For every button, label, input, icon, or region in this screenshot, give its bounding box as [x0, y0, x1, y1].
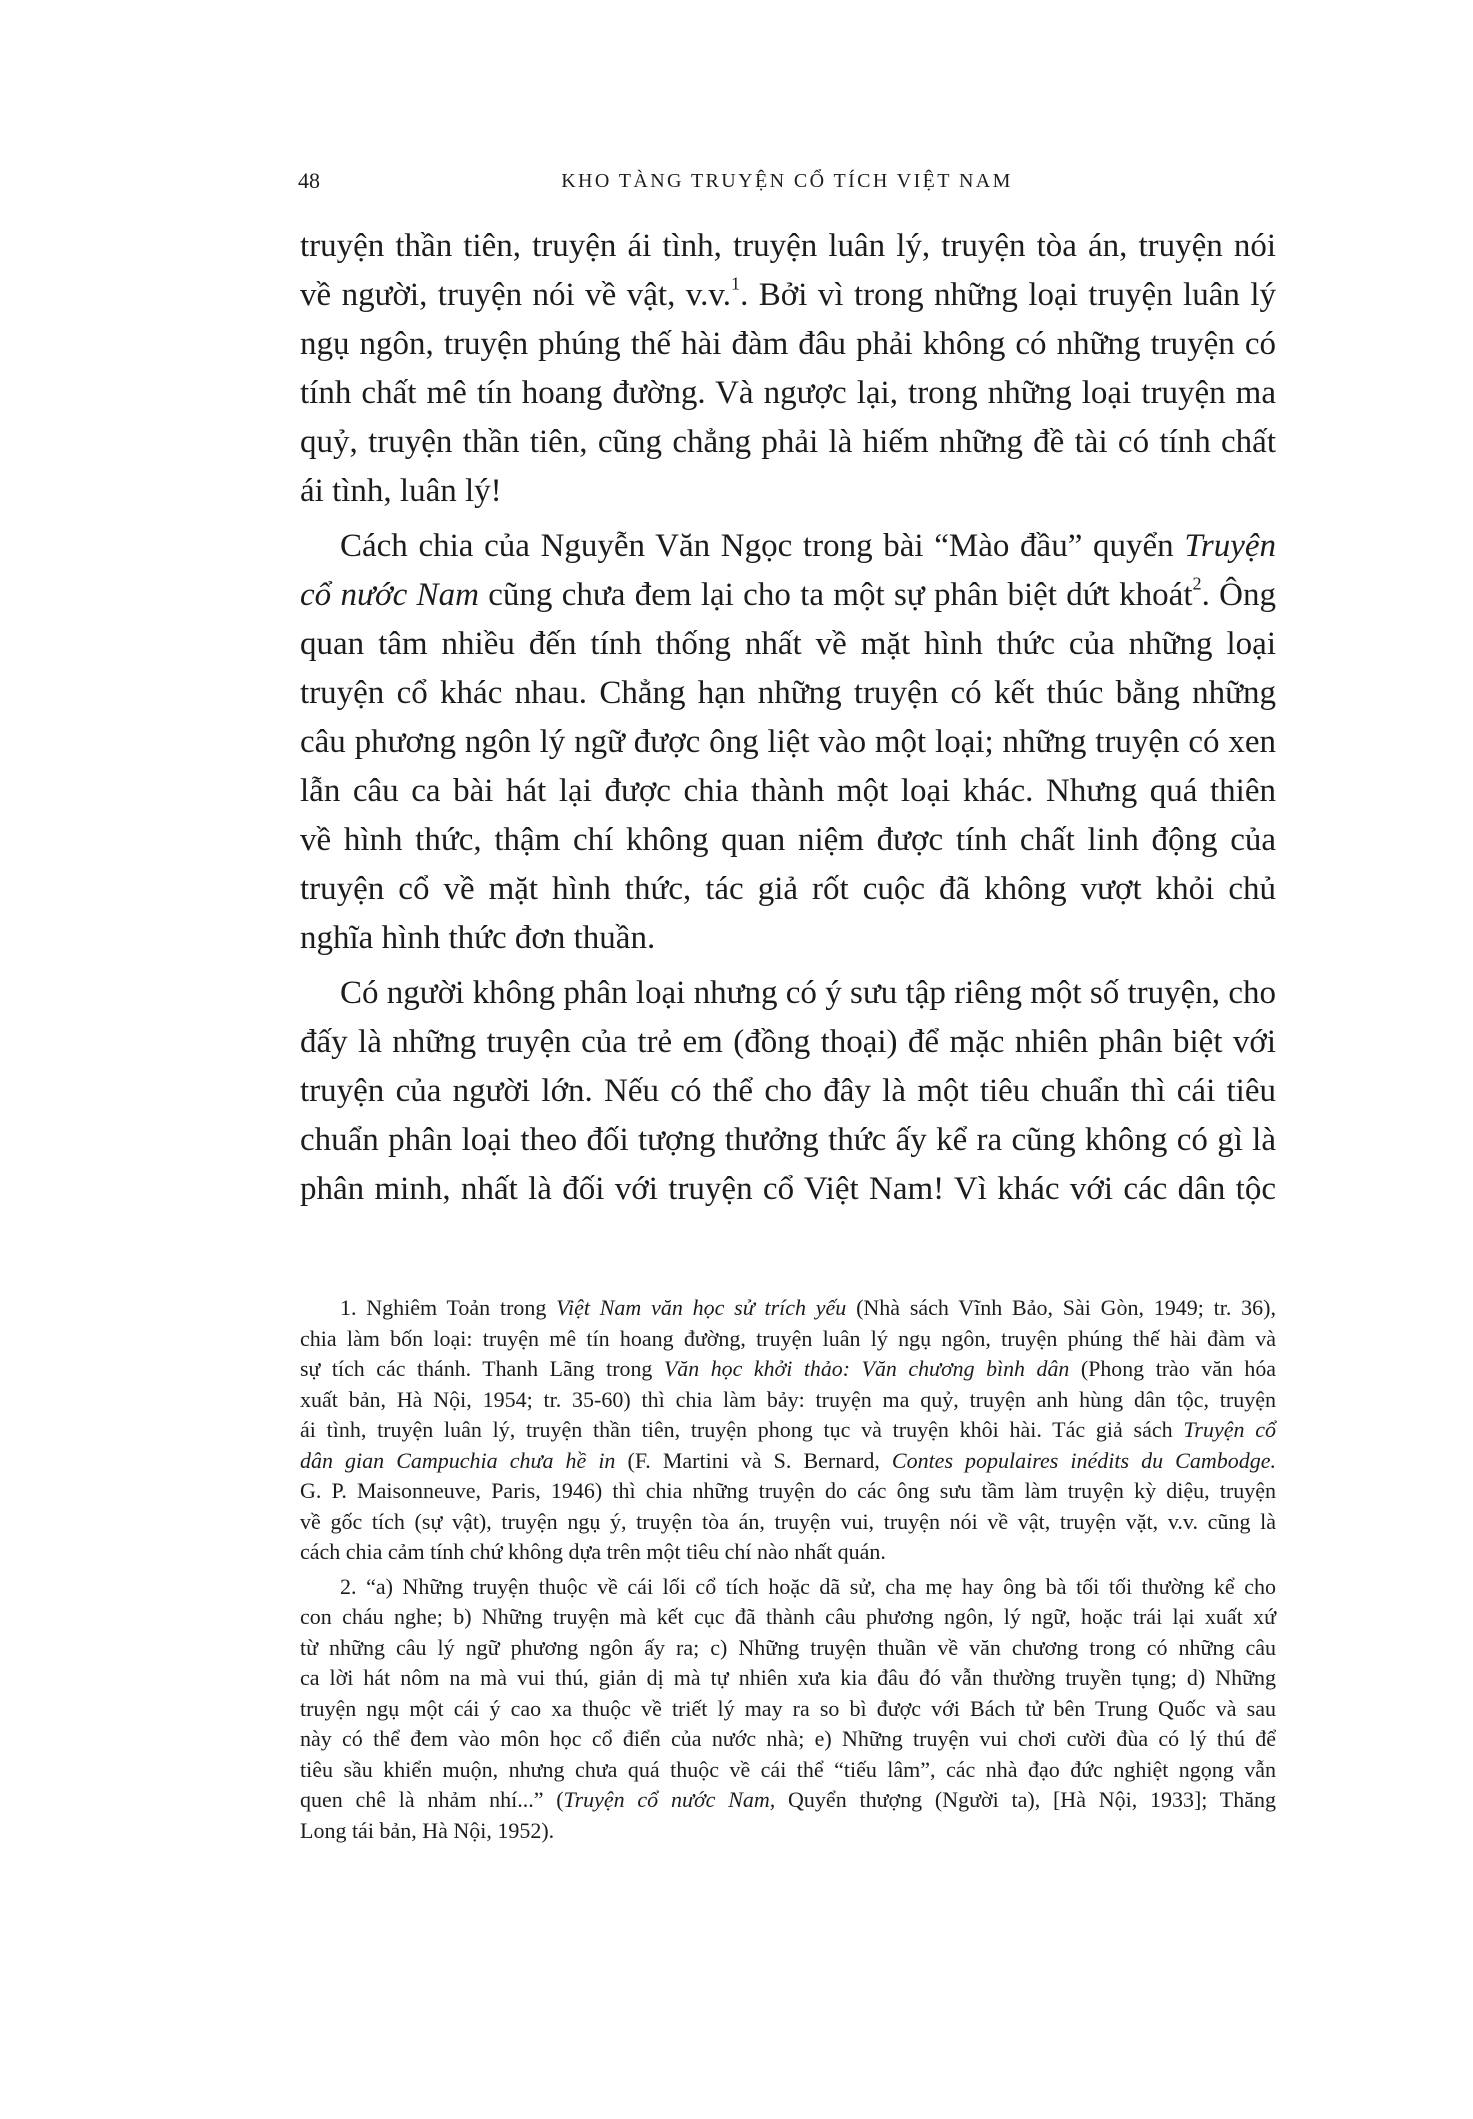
italic-title: cổ nước Nam [300, 577, 479, 613]
text-segment: truyện thần tiên, truyện ái tình, truyện luân lý, truyện tòa án, truyện nói [300, 228, 1276, 264]
text-line [300, 320, 1276, 369]
footnote-line [300, 1476, 1276, 1507]
text-line [300, 816, 1276, 865]
footnote-line [300, 1602, 1276, 1633]
footnote-reference: 1 [730, 273, 741, 294]
text-segment: ngụ ngôn, truyện phúng thế hài đàm đâu phải không có những truyện có [300, 326, 1276, 362]
text-segment: từ những câu lý ngữ phương ngôn ấy ra; c) Những truyện thuần về văn chương trong có những câu [300, 1634, 1276, 1660]
text-segment: ái tình, luân lý! [300, 473, 502, 509]
text-line [300, 1067, 1276, 1116]
footnote [300, 1293, 1276, 1568]
text-segment: quỷ, truyện thần tiên, cũng chẳng phải là hiếm những đề tài có tính chất [300, 424, 1276, 460]
text-line [300, 1165, 1276, 1214]
text-line [300, 718, 1276, 767]
text-segment: truyện ngụ một cái ý cao xa thuộc về triết lý may ra so bì được với Bách tử bên Trung Quốc và sau [300, 1695, 1276, 1721]
text-segment: Cách chia của Nguyễn Văn Ngọc trong bài “Mào đầu” quyển [340, 528, 1185, 564]
paragraph [300, 522, 1276, 963]
text-segment: sự tích các thánh. Thanh Lãng trong [300, 1357, 664, 1381]
footnote-line [300, 1293, 1276, 1324]
text-line [300, 418, 1276, 467]
text-segment: ái tình, truyện luân lý, truyện thần tiên, truyện phong tục và truyện khôi hài. Tác giả sách [300, 1417, 1184, 1442]
text-segment: chuẩn phân loại theo đối tượng thưởng thức ấy kể ra cũng không có gì là [300, 1122, 1276, 1158]
text-segment: truyện của người lớn. Nếu có thể cho đây là một tiêu chuẩn thì cái tiêu [300, 1073, 1276, 1109]
footnote-line [300, 1385, 1276, 1416]
text-line [300, 369, 1276, 418]
footnote-line [300, 1633, 1276, 1664]
footnote-line [300, 1663, 1276, 1694]
text-line [300, 865, 1276, 914]
text-segment: này có thể đem vào môn học cổ điển của nước nhà; e) Những truyện vui chơi cười đùa có lý thú để [300, 1726, 1276, 1751]
italic-title: Văn học khởi thảo: Văn chương bình dân [663, 1357, 1070, 1381]
footnote-line [300, 1415, 1276, 1446]
italic-title: dân gian Campuchia chưa hề in [300, 1447, 616, 1473]
text-segment: con cháu nghe; b) Những truyện mà kết cục đã thành câu phương ngôn, lý ngữ, hoặc trái lại xuất xứ [300, 1604, 1276, 1629]
text-segment: Có người không phân loại nhưng có ý sưu tập riêng một số truyện, cho [340, 975, 1276, 1011]
text-segment: ca lời hát nôm na mà vui thú, giản dị mà tự nhiên xưa kia đâu đó vẫn thường truyền tụng; d) Những [300, 1665, 1276, 1690]
text-segment: . Bởi vì trong những loại truyện luân lý [740, 277, 1276, 313]
text-segment: quen chê là nhảm nhí...” ( [300, 1787, 564, 1812]
text-segment: G. P. Maisonneuve, Paris, 1946) thì chia những truyện do các ông sưu tầm làm truyện kỳ diệu, truyện [300, 1478, 1276, 1503]
italic-title: Truyện cổ [1183, 1417, 1276, 1442]
text-line [300, 767, 1276, 816]
italic-title: Việt Nam văn học sử trích yếu [556, 1295, 847, 1320]
text-segment: (F. Martini và S. Bernard, [615, 1447, 892, 1473]
italic-title: Contes populaires inédits du Cambodge. [891, 1447, 1276, 1473]
text-segment: truyện cổ khác nhau. Chẳng hạn những truyện có kết thúc bằng những [300, 675, 1276, 711]
text-line [300, 467, 1276, 516]
text-line [300, 571, 1276, 620]
page-number: 48 [298, 168, 320, 193]
text-line [300, 969, 1276, 1018]
footnote-line [300, 1816, 1276, 1847]
text-line [300, 522, 1276, 571]
text-segment: tiêu sầu khiển muộn, nhưng chưa quá thuộc về cái thể “tiếu lâm”, các nhà đạo đức nghiệt ngọng vẫn [300, 1756, 1276, 1782]
footnote-reference: 2 [1192, 573, 1202, 594]
text-segment: về gốc tích (sự vật), truyện ngụ ý, truyện tòa án, truyện vui, truyện nói về vật, truyện vặt, v.v. cũng là [300, 1508, 1276, 1534]
italic-title: Truyện [1184, 528, 1276, 564]
text-segment: về người, truyện nói về vật, v.v. [300, 277, 731, 313]
footnote-line [300, 1507, 1276, 1538]
text-segment: (Nhà sách Vĩnh Bảo, Sài Gòn, 1949; tr. 36), [846, 1295, 1276, 1320]
footnote-line [300, 1572, 1276, 1603]
footnote-line [300, 1724, 1276, 1755]
footnote-line [300, 1694, 1276, 1725]
paragraph [300, 969, 1276, 1214]
paragraph [300, 222, 1276, 516]
text-segment: 1. Nghiêm Toản trong [340, 1295, 557, 1320]
text-line [300, 620, 1276, 669]
text-segment: cách chia cảm tính chứ không dựa trên một tiêu chí nào nhất quán. [300, 1539, 886, 1564]
text-line [300, 1018, 1276, 1067]
text-segment: 2. “a) Những truyện thuộc về cái lối cổ tích hoặc dã sử, cha mẹ hay ông bà tối tối thường kể cho [340, 1573, 1276, 1599]
text-line [300, 271, 1276, 320]
text-segment: đấy là những truyện của trẻ em (đồng thoại) để mặc nhiên phân biệt với [300, 1024, 1276, 1060]
body-text [300, 222, 1276, 1214]
book-title: KHO TÀNG TRUYỆN CỔ TÍCH VIỆT NAM [561, 170, 1013, 192]
text-segment: Quyển thượng (Người ta), [Hà Nội, 1933]; Thăng [775, 1787, 1276, 1812]
running-header [298, 166, 1276, 196]
italic-title: Truyện cổ nước Nam, [563, 1787, 776, 1812]
text-segment: truyện cổ về mặt hình thức, tác giả rốt cuộc đã không vượt khỏi chủ [300, 871, 1276, 907]
footnote-line [300, 1755, 1276, 1786]
text-segment: phân minh, nhất là đối với truyện cổ Việt Nam! Vì khác với các dân tộc [300, 1171, 1276, 1207]
text-line [300, 669, 1276, 718]
text-segment: cũng chưa đem lại cho ta một sự phân biệt dứt khoát [478, 577, 1193, 613]
footnote [300, 1572, 1276, 1847]
text-segment: quan tâm nhiều đến tính thống nhất về mặt hình thức của những loại [300, 626, 1276, 662]
text-segment: . Ông [1201, 577, 1276, 613]
footnote-line [300, 1785, 1276, 1816]
footnote-line [300, 1324, 1276, 1355]
text-segment: nghĩa hình thức đơn thuần. [300, 920, 656, 956]
footnote-line [300, 1537, 1276, 1568]
footnote-line [300, 1354, 1276, 1385]
text-segment: xuất bản, Hà Nội, 1954; tr. 35-60) thì chia làm bảy: truyện ma quỷ, truyện anh hùng dân tộc, truyện [300, 1386, 1276, 1412]
text-line [300, 1116, 1276, 1165]
text-line [300, 914, 1276, 963]
text-line [300, 222, 1276, 271]
footnotes [300, 1293, 1276, 1846]
text-segment: về hình thức, thậm chí không quan niệm được tính chất linh động của [300, 822, 1276, 858]
text-segment: tính chất mê tín hoang đường. Và ngược lại, trong những loại truyện ma [300, 375, 1276, 411]
text-segment: câu phương ngôn lý ngữ được ông liệt vào một loại; những truyện có xen [300, 724, 1276, 760]
text-segment: Long tái bản, Hà Nội, 1952). [300, 1817, 555, 1843]
text-segment: lẫn câu ca bài hát lại được chia thành một loại khác. Nhưng quá thiên [300, 773, 1276, 809]
text-segment: chia làm bốn loại: truyện mê tín hoang đường, truyện luân lý ngụ ngôn, truyện phúng thế hài đàm và [300, 1325, 1276, 1351]
footnote-line [300, 1446, 1276, 1477]
text-segment: (Phong trào văn hóa [1069, 1357, 1276, 1381]
